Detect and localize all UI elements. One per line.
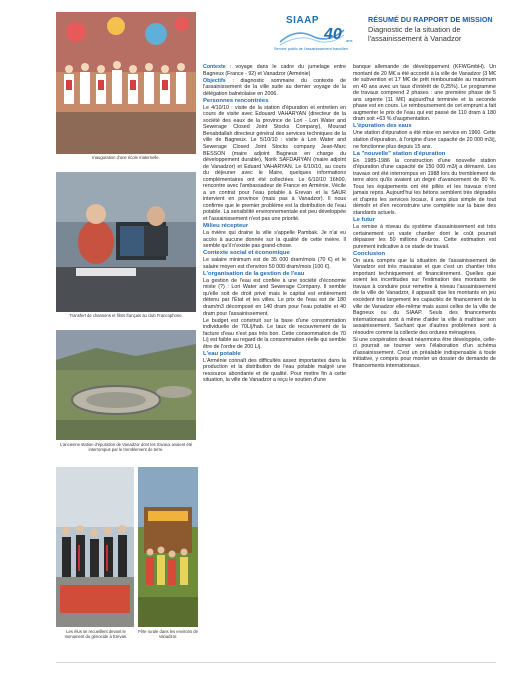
heading-future: Le futur (353, 216, 375, 223)
paragraph-new-plant: En 1985-1986 la construction d'une nouvelle station d'épuration d'une capacité de 150 000 m3/j a démarré. Les travaux ont été interrompus en 1988 lors du tremblement de terre alors qu'ils avaient un degré d'avancement de 80 %. Tous les équipements ont été pillés et les travaux n'ont jamais repris. Aujourd'hui les bétons semblent très dégradés et d'après les services locaux, il sera plus simple de tout démolir et d'en reconstruire une complète sur la base des standards actuels. (353, 157, 496, 216)
text-column-2 (353, 64, 496, 370)
page-title: RÉSUMÉ DU RAPPORT DE MISSION (368, 15, 493, 24)
logo-tagline: Service public de l'assainissement francilien (274, 47, 348, 51)
heading-drinking-water: L'eau potable (203, 350, 241, 357)
logo-anniversary: 40 (324, 26, 342, 43)
paragraph-conclusion: On aura compris que la situation de l'assainissement de Vanadzor est très mauvaise et que c'est un chantier très important techniquement et financièrement. Quelles que soient les incertitudes sur l'estimation des montants de travaux à conduire pour remettre à niveau l'assainissement de la ville de Vanadzor, il apparaît que les montants en jeu excèdent très largement les capacités de financement de la ville de Vanadzor elle-même mais aussi celles de la ville de Bagneux ou du SIAAP. Seuls des financements internationaux sont à même d'aider la ville à maîtriser son assainissement. Sachant que d'autres problèmes sont à résoudre comme la collecte des ordures ménagères. (353, 257, 496, 336)
heading-people-met: Personnes rencontrées (203, 97, 269, 104)
photo-rural-festival (138, 467, 198, 627)
heading-receiving-environment: Milieu récepteur (203, 223, 249, 230)
paragraph-objectives: Objectifs : diagnostic sommaire du contexte de l'assainissement de la ville suite au dernier voyage de la délégation balnéolaise en 2006. (203, 77, 346, 97)
paragraph-socio-economic: Le salaire minimum est de 35 000 dram/mois (70 €) et le salaire moyen est d'environ 50 000 dram/mois (100 €). (203, 257, 346, 270)
article-page (56, 12, 496, 668)
caption-francophone-club: Transfert de chansons et films français au club Francophone. (69, 313, 183, 318)
heading-new-plant: La "nouvelle" station d'épuration (353, 150, 446, 157)
photo-francophone-club (56, 172, 196, 312)
logo-anniversary-suffix: ans (346, 38, 353, 43)
heading-wastewater-treatment: L'épuration des eaux (353, 123, 412, 130)
caption-kindergarten: Inauguration d'une école maternelle. (92, 155, 160, 160)
paragraph-context: Contexte : voyage dans le cadre du jumelage entre Bagneux (France - 92) et Vanadzor (Arménie) (203, 64, 346, 77)
caption-rural-festival: Fête rurale dans les environs de Vanadzor. (138, 629, 198, 640)
paragraph-future: La remise à niveau du système d'assainissement est très certainement un vaste chantier dont le coût pourrait dépasser les 50 millions d'euros. Cette estimation est purement indicative à ce stade de travail. (353, 223, 496, 250)
page-subtitle: Diagnostic de la situation de l'assainissement à Vanadzor (368, 25, 462, 44)
caption-old-treatment-plant: L'ancienne station d'épuration de Vanadzor dont les travaux avaient été interrompus par le tremblement de terre. (59, 442, 193, 453)
logo-name: SIAAP (286, 15, 320, 26)
photo-kindergarten (56, 12, 196, 154)
paragraph-wastewater-treatment: Une station d'épuration a été mise en service en 1960. Cette station d'épuration, à l'origine d'une capacité de 20 000 m3/j, ne fonctionne plus depuis 15 ans. (353, 130, 496, 150)
paragraph-drinking-water: L'Arménie connaît des difficultés assez importantes dans la production et la distribution de l'eau potable malgré une ressource abondante et de qualité. Pour mettre fin à cette situation, la ville de Vanadzor a reçu le soutien d'une (203, 357, 346, 384)
heading-water-management: L'organisation de la gestion de l'eau (203, 270, 305, 277)
text-column-1 (203, 64, 346, 385)
heading-conclusion: Conclusion (353, 250, 386, 257)
heading-socio-economic: Contexte social et économique (203, 250, 290, 257)
paragraph-receiving-environment: La rivière qui draine la ville s'appelle Pambak. Je n'ai eu accès à aucune donnée sur la qualité de cette rivière. Il semble qu'il n'existe pas grand-chose. (203, 230, 346, 250)
paragraph-people-met: Le 4/10/10 : visite de la station d'épuration et entretien en cours de visite avec Edouard VAHARYAN (directeur de la société des eaux de la province de Lori - Lori Water and Sewerage Closed Joint Stocks Company), Mourad Benabdallah directeur général des services techniques de la ville de Bagneux. Le 5/10/10 : visite à Lori Water and Sewerage Closed Joint Stocks company Jean-Marc BESSON (maire adjoint Bagneux en charge du développement durable), Norik SAFDARYAN (maire adjoint de Vanadzor) et Eduard VAHARYAN. Le 6/10/10, au cours du déjeuner avec le Maire, quelques informations complémentaires ont été collectées. Le 6/10/10 16h00, rencontre avec l'ambassadeur de France en Arménie. Vécile a un contrat pour l'eau potable à Erevan et la SAUR intervient en province (mais pas à Vanadzor). Il nous confirme que le premier problème est la distribution de l'eau potable. La sensibilité environnementale est peu développée et l'assainissement n'est pas une priorité. (203, 104, 346, 223)
paragraph-water-management: La gestion de l'eau est confiée à une société d'économie mixte (?) : Lori Water and Sewerage Company. Il semble qu'elle soit de droit privé mais le capital est entièrement détenu par l'État et les villes. Le prix de l'eau est de 180 dram/m3 décomposé en 140 dram pour l'eau potable et 40 dram pour l'assainissement. (203, 277, 346, 317)
paragraph-kfw-loan: banque allemande de développement (KFWGmbH). Un montant de 20 M€ a été accordé à la ville de Vanadzor (3 M€ de subvention et 17 M€ de prêt remboursable au maximum en 40 ans avec un taux d'intérêt de 0,25%). Le programme de travaux comprend 2 phases : une première phase de 5 ans urgente (11 M€) aujourd'hui terminée et la seconde phase est en cours. Le remboursement de cet emprunt a fait augmenter le prix de l'eau qui est passé de 110 dram à 180 dram soit +63 % d'augmentation. (353, 64, 497, 123)
paragraph-cooperation: Si une coopération devait néanmoins être développée, celle-ci pourrait se tourner vers l'élaboration d'un schéma d'assainissement. C'est un préalable indispensable à toute initiative, y compris pour monter un dossier de demande de financements internationaux. (353, 336, 496, 369)
photo-genocide-memorial (56, 467, 134, 627)
footer-divider (56, 662, 496, 663)
photo-old-treatment-plant (56, 330, 196, 440)
caption-genocide-memorial: Les élus se recueillent devant le monument du génocide à Erevan. (64, 629, 128, 640)
paragraph-budget: Le budget est construit sur la base d'une consommation individuelle de 70L/j/hab. Le taux de recouvrement de la facture d'eau n'est pas très bon. Cette consommation de 70 L/j est faible au regard de la consommation réelle qui semble être de l'ordre de 200 L/j. (203, 317, 346, 350)
